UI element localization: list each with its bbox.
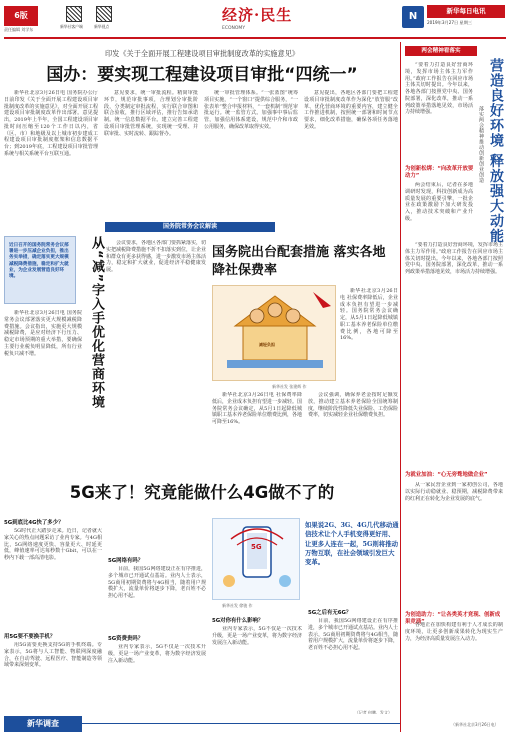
story2-column [4,310,82,476]
paragraph: 新华社北京3月26日电 国务院办公厅日前印发《关于全面开展工程建设项目审批制度改革的实施意见》，对全面开展工程建设项目审批制度改革作出部署。意见提出，2019年上半年，全国工程建设项目审批时间压缩至120个工作日以内，省（区、市）和地级及以上城市初步建成工程建设项目审批制度框架和信息数据平台；到2019年底，工程建设项目审批管理系统与相关系统平台互联互通。 [4,90,98,157]
paragraph: 会议强调，确保养老金按时足额发放，推动建立基本养老保险全国统筹制度，继续阶段性降低失业保险、工伤保险费率，切实减轻企业社保缴费负担。 [308,392,398,419]
paragraph: 会议要求，各地区各部门要抓紧落实，切实把减税降费措施不折不扣落实到位，让企业和群众有更多获得感，进一步激发市场主体活力，稳定和扩大就业，促进经济平稳健康发展。 [106,240,206,273]
paragraph: 新华社北京3月26日电 社保费率降低后，企业成本负担有望进一步减轻。国务院常务会议确定，从5月1日起降低城镇职工基本养老保险单位缴费比例，各地可降至16%。 [340,288,398,342]
qr-code-icon [96,6,112,22]
cartoon-label: 减轻负担 [259,342,275,347]
story4-column [4,642,102,712]
right-column [400,42,506,732]
story4-column [308,618,398,714]
story4-column [4,528,102,630]
story1-column [104,90,198,218]
story3-headline: 国务院出台配套措施 落实各地降社保费率 [212,245,386,278]
story4-column [108,644,206,712]
qr-code-icon [66,6,82,22]
paragraph: “要着力打造良好营商环境，发挥市场主体主力军作用。”政府工作报告在回应市场主体关切时提出。今年以来，各地各部门按照党中央、国务院部署，深化改革，推动一系列政策举措落地见效，市场活力持续增强。 [405,62,473,116]
story1-kicker: 印发《关于全面开展工程建设项目审批制度改革的实施意见》 [104,49,300,58]
paragraph: 意见提出，各地区各部门要把工程建设项目审批制度改革作为深化“放管服”改革、优化营商环境的重要内容，建立健全工作推进机制，按照统一部署和时间节点要求，细化改革措施，确保各项任务落地见效。 [304,90,398,130]
section-title: 经济·民生 [222,6,293,24]
paragraph: 业内专家表示，5G不仅是一次技术升级，更是一场产业变革，将为数字经济发展注入新动能。 [108,644,206,664]
cartoon-drawing [213,286,336,381]
quote-box [4,236,76,304]
page-number-badge: 6版 [4,6,38,26]
story1-column [204,90,298,218]
newspaper-logo-icon: N [402,6,424,28]
right-column-text [405,242,503,468]
story2-headline: 从“减”字入手优化营商环境 [89,236,104,410]
byline: （记者 何鹏、发文） [354,709,392,714]
story1-headline: 国办：要实现工程建设项目审批“四统一” [46,65,358,85]
qr-label: 新华视点 [94,24,110,29]
paragraph: 统一审批管理体系。“一张蓝图”统筹项目实施，“一个窗口”提供综合服务，“一张表单”整合申报材料，“一套机制”规范审批运行。统一监管方式。加强事中事后监管，加强信用体系建设，规范中介和市政公用服务，确保改革取得实效。 [204,90,298,130]
issue-date: 2019年3月27日 星期三 [427,20,473,25]
qr-label: 新华社客户端 [60,24,83,29]
story4-subhead: 5G资费贵吗？ [108,636,144,642]
right-headline: 营造良好环境 释放强大动能 [488,58,504,244]
paragraph: 用5G需要更换支持5G的手机终端。专家表示，5G将与人工智能、物联网深度融合，在自动驾驶、远程医疗、智能制造等领域带来深刻变革。 [4,642,102,669]
story4-pullquote: 如果说2G、3G、4G几代移动通信技术让个人手机变得更好用、让更多人连在一起，5G则将推动万物互联，在社会领域引发巨大变革。 [305,521,399,567]
paragraph: 目前，我国5G网络建设正在有序推进，多个城市已开通试点基站。业内人士表示，5G商用初期资费将与4G相当，随着用户规模扩大，流量单价将逐步下降，老百姓不必担心用不起。 [108,566,206,599]
story4-column [108,566,206,632]
quote-text: 近日召开的国务院常务会议部署进一步压减企业负担，推出务实举措，确定落实更大规模减税降费措施，稳定和扩大就业，为企业发展营造良好环境。 [9,243,69,279]
story3-column [308,392,398,476]
story3-column [340,288,398,384]
paragraph: 从一家民营企业到一家初创公司，各地以实际行动稳就业、稳预期，减税降费带来的红利正在转化为企业发展的底气。 [405,482,503,502]
paragraph: 新华社北京3月26日电 国务院常务会议部署落实更大规模减税降费措施。会议指出，实施更大规模减税降费，是应对经济下行压力、稳定市场预期的重大举措，要确保主要行业税负明显降低，所有行业税负只减不增。 [4,310,82,357]
story4-headline: 5G来了！究竟能做什么4G做不了的 [69,483,335,502]
story3-column [212,392,302,476]
right-column-text [405,482,503,608]
story4-subhead: 5G网络有吗？ [108,558,144,564]
section-band: 国务院常务会议解读 [105,222,275,232]
5g-drawing [213,519,300,600]
footer-divider [82,723,400,724]
paragraph: 5G时代正大踏步走来。近日，记者就大家关心的热点问题采访了业内专家。与4G相比，5G网络速度更快、容量更大、时延更低，峰值速率可达每秒数十Gbit，可以在一秒内下载一部高清电影。 [4,528,102,561]
right-section-band: 两会精神看落实 [405,46,477,56]
cartoon-caption: 新华社发 张建辉 作 [272,384,307,389]
paragraph: 业内专家表示，5G不仅是一次技术升级，更是一场产业变革，将为数字经济发展注入新动能。 [212,626,302,646]
right-column-text [405,622,503,720]
story4-subhead: 用5G要不要换手机？ [4,634,56,640]
story1-column [304,90,398,218]
paragraph: 新华社北京3月26日电 社保费率降低后，企业成本负担有望进一步减轻。国务院常务会议确定，从5月1日起降低城镇职工基本养老保险单位缴费比例，各地可降至16%。 [212,392,302,425]
paragraph: 目前，我国5G网络建设正在有序推进，多个城市已开通试点基站。业内人士表示，5G商用初期资费将与4G相当，随着用户规模扩大，流量单价将逐步下降，老百姓不必担心用不起。 [308,618,398,651]
right-column-text [405,62,473,162]
story4-column [212,626,302,712]
right-subtitle: 落实两会精神推动创新创业创造 [478,106,484,183]
byline: （新华社北京3月26日电） [451,722,499,727]
story1-column [4,90,98,218]
newspaper-name: 新华每日电讯 [427,5,505,18]
5g-caption: 新华社发 徐骏 作 [222,603,253,608]
cartoon-illustration [212,285,336,381]
footer-column-logo: 新华调查 [4,716,82,732]
paragraph: 两会结束后，记者在多地调研时发现，科技创新成为高质量发展的重要引擎，一批企业在政策激励下加大研发投入，推动技术突破和产业升级。 [405,182,473,222]
paragraph: 意见要求，统一审批流程。精简审批环节，规范审批事项，合理划分审批阶段，分类制定审批流程，实行联合审图和联合验收，推行区域评估，推行告知承诺制。统一信息数据平台。建立完善工程建设项目审批管理系统，实现统一受理、并联审批、实时流转、跟踪督办。 [104,90,198,137]
right-subhead: 为就业加油：“心无旁骛地做企业” [405,472,488,478]
paragraph: “要着力打造良好营商环境，发挥市场主体主力军作用。”政府工作报告在回应市场主体关切时提出。今年以来，各地各部门按照党中央、国务院部署，深化改革，推动一系列政策举措落地见效，市场活力持续增强。 [405,242,503,275]
5g-label: 5G [251,543,262,551]
header-divider [4,37,506,39]
section-subtitle: ECONOMY [222,26,246,31]
page-editor-line: 责任编辑 刘学东 [4,27,34,32]
right-subhead: 为创造助力：“让各类英才竞现、创新成果竞涌” [405,612,501,626]
story2-column [106,240,206,476]
story4-subhead: 5G之后有无6G？ [308,610,352,616]
story4-subhead: 5G到底比4G快了多少？ [4,520,64,526]
5g-illustration [212,518,300,600]
page-header [0,0,510,38]
paragraph: 各地正在加快构建有利于人才成长的制度环境，让更多创新成果转化为现实生产力，为经济高质量发展注入动力。 [405,622,503,642]
story4-subhead: 5G对你有什么影响？ [212,618,264,624]
right-subhead: 为创新松绑：“向改革开放要动力” [405,166,474,180]
